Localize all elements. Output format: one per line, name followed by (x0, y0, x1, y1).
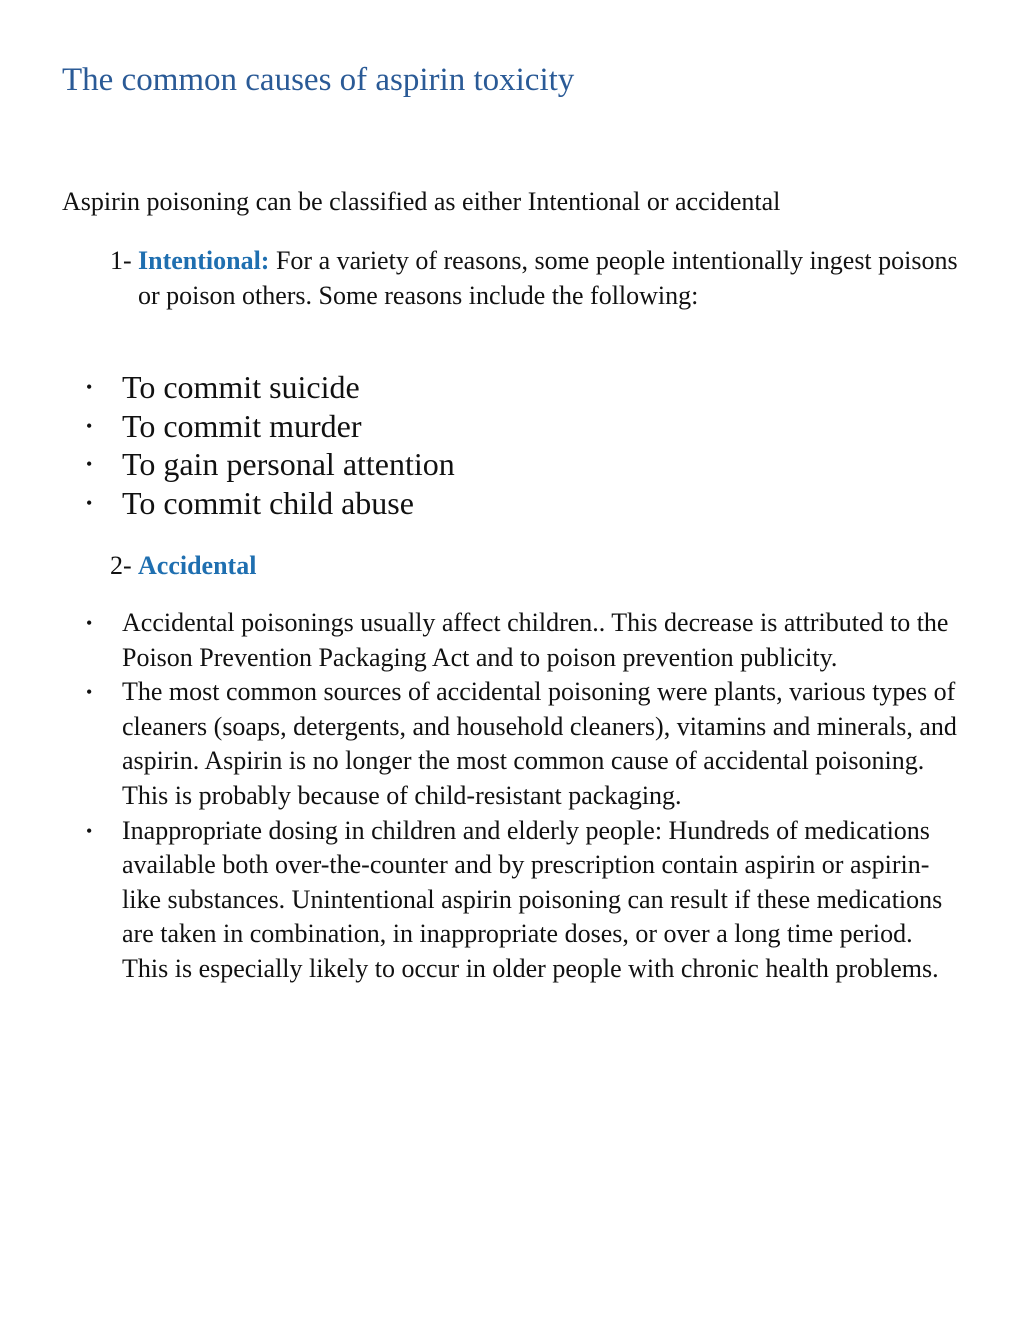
list-item-text: The most common sources of accidental poisoning were plants, various types of cleaners (soaps, detergents, and household cleaners), vitamins and minerals, and aspirin. Aspirin is no longer the most common cause of accidental poisoning. This is probably because of child-resistant packaging. (122, 677, 957, 810)
section-accidental-text (138, 549, 960, 584)
list-item (0, 606, 962, 675)
list-item (0, 484, 962, 523)
list-item (0, 814, 962, 987)
bullet-icon: • (86, 682, 93, 703)
section-heading-accidental: Accidental (138, 551, 257, 580)
section-number: 2- (110, 551, 132, 580)
list-item-text: To commit murder (122, 407, 362, 444)
bullet-icon: • (86, 820, 93, 841)
section-intentional (110, 244, 960, 313)
page-title: The common causes of aspirin toxicity (62, 62, 575, 98)
bullet-icon: • (86, 377, 93, 397)
list-item (0, 675, 962, 813)
list-item (0, 368, 962, 407)
list-item-text: Accidental poisonings usually affect children.. This decrease is attributed to the Poison Prevention Packaging Act and to poison prevention publicity. (122, 608, 949, 672)
section-number: 1- (110, 246, 132, 275)
section-intentional-description: For a variety of reasons, some people intentionally ingest poisons or poison others. Some reasons include the following: (138, 246, 958, 310)
list-item (0, 445, 962, 484)
accidental-causes-list (0, 606, 962, 987)
list-item-text: Inappropriate dosing in children and elderly people: Hundreds of medications available both over-the-counter and by prescription contain aspirin or aspirin-like substances. Unintentional aspirin poisoning can result if these medications are taken in combination, in inappropriate doses, or over a long time period. This is especially likely to occur in older people with chronic health problems. (122, 815, 943, 983)
list-item-text: To commit child abuse (122, 484, 414, 521)
list-item-text: To gain personal attention (122, 446, 455, 482)
bullet-icon: • (86, 492, 93, 513)
intro-paragraph: Aspirin poisoning can be classified as either Intentional or accidental (62, 187, 781, 216)
section-heading-intentional: Intentional: (138, 246, 270, 275)
section-intentional-text (138, 244, 960, 313)
bullet-icon: • (86, 613, 93, 633)
list-item-text: To commit suicide (122, 369, 360, 405)
list-item (0, 407, 962, 446)
bullet-icon: • (86, 415, 93, 436)
intentional-reasons-list (0, 368, 962, 522)
section-accidental (110, 549, 960, 584)
bullet-icon: • (86, 454, 93, 474)
